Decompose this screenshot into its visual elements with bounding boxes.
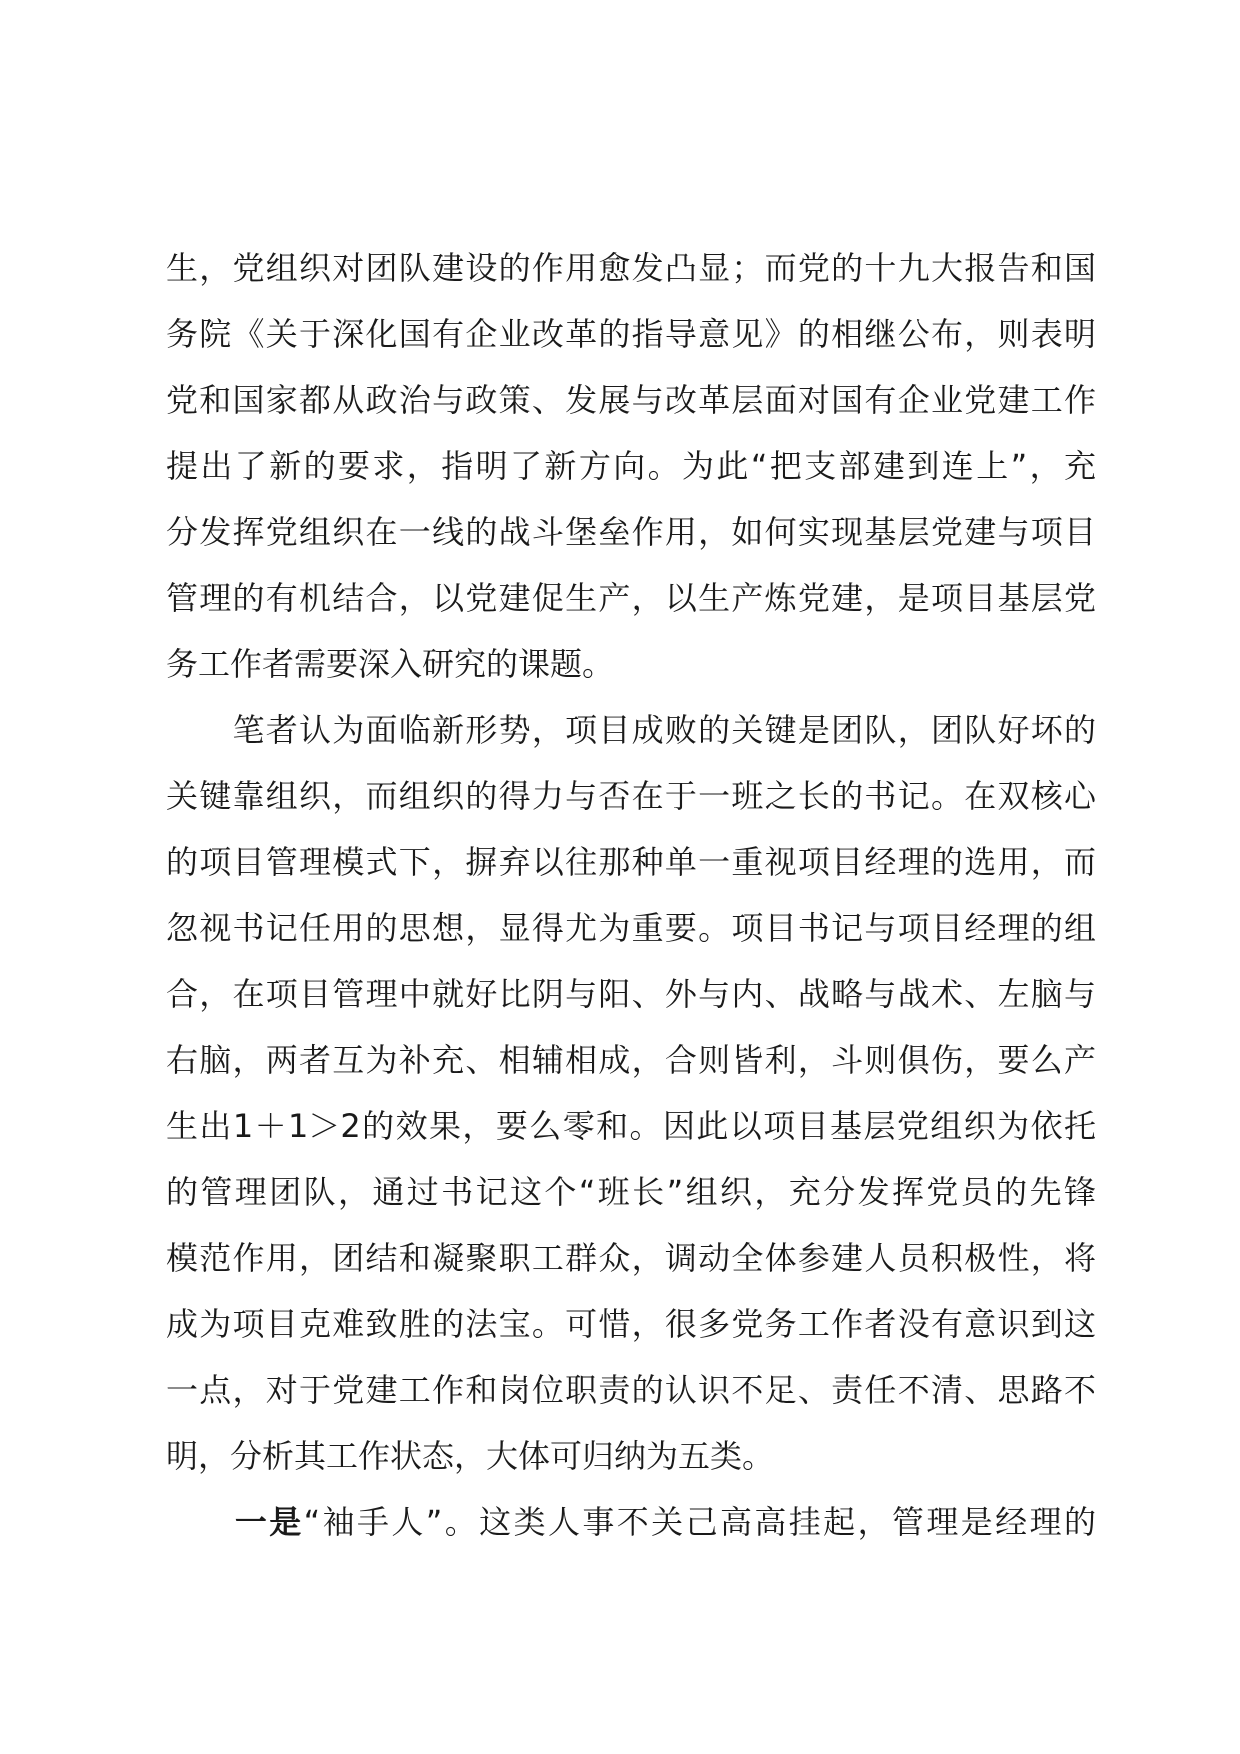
body-text [166, 235, 1096, 1555]
text-line: 右脑，两者互为补充、相辅相成，合则皆利，斗则俱伤，要么产 [166, 1041, 1096, 1079]
text-line: 忽视书记任用的思想，显得尤为重要。项目书记与项目经理的组 [166, 909, 1096, 947]
text-line: 务院《关于深化国有企业改革的指导意见》的相继公布，则表明 [166, 315, 1096, 353]
text-line: 的项目管理模式下，摒弃以往那种单一重视项目经理的选用，而 [166, 843, 1096, 881]
text-line: 一点，对于党建工作和岗位职责的认识不足、责任不清、思路不 [166, 1371, 1096, 1409]
text-line: 提出了新的要求，指明了新方向。为此“把支部建到连上”，充 [166, 447, 1096, 485]
line-rest-text: “袖手人”。这类人事不关己高高挂起，管理是经理的 [303, 1503, 1096, 1541]
text-line: 的管理团队，通过书记这个“班长”组织，充分发挥党员的先锋 [166, 1173, 1096, 1211]
text-line: 笔者认为面临新形势，项目成败的关键是团队，团队好坏的 [166, 711, 1096, 749]
bold-lead-text: 一是 [234, 1503, 304, 1541]
indent [166, 1503, 235, 1541]
text-line: 生，党组织对团队建设的作用愈发凸显；而党的十九大报告和国 [166, 249, 1096, 287]
text-line: 模范作用，团结和凝聚职工群众，调动全体参建人员积极性，将 [166, 1239, 1096, 1277]
text-line: 分发挥党组织在一线的战斗堡垒作用，如何实现基层党建与项目 [166, 513, 1096, 551]
text-line: 管理的有机结合，以党建促生产，以生产炼党建，是项目基层党 [166, 579, 1096, 617]
text-line: 党和国家都从政治与政策、发展与改革层面对国有企业党建工作 [166, 381, 1096, 419]
text-line: 合，在项目管理中就好比阴与阳、外与内、战略与战术、左脑与 [166, 975, 1096, 1013]
text-line: 务工作者需要深入研究的课题。 [166, 645, 615, 683]
text-line: 关键靠组织，而组织的得力与否在于一班之长的书记。在双核心 [166, 777, 1096, 815]
text-line: 明，分析其工作状态，大体可归纳为五类。 [166, 1437, 775, 1475]
text-line: 成为项目克难致胜的法宝。可惜，很多党务工作者没有意识到这 [166, 1305, 1096, 1343]
text-line: 生出1＋1＞2的效果，要么零和。因此以项目基层党组织为依托 [166, 1107, 1096, 1145]
text-line [166, 1489, 1096, 1555]
